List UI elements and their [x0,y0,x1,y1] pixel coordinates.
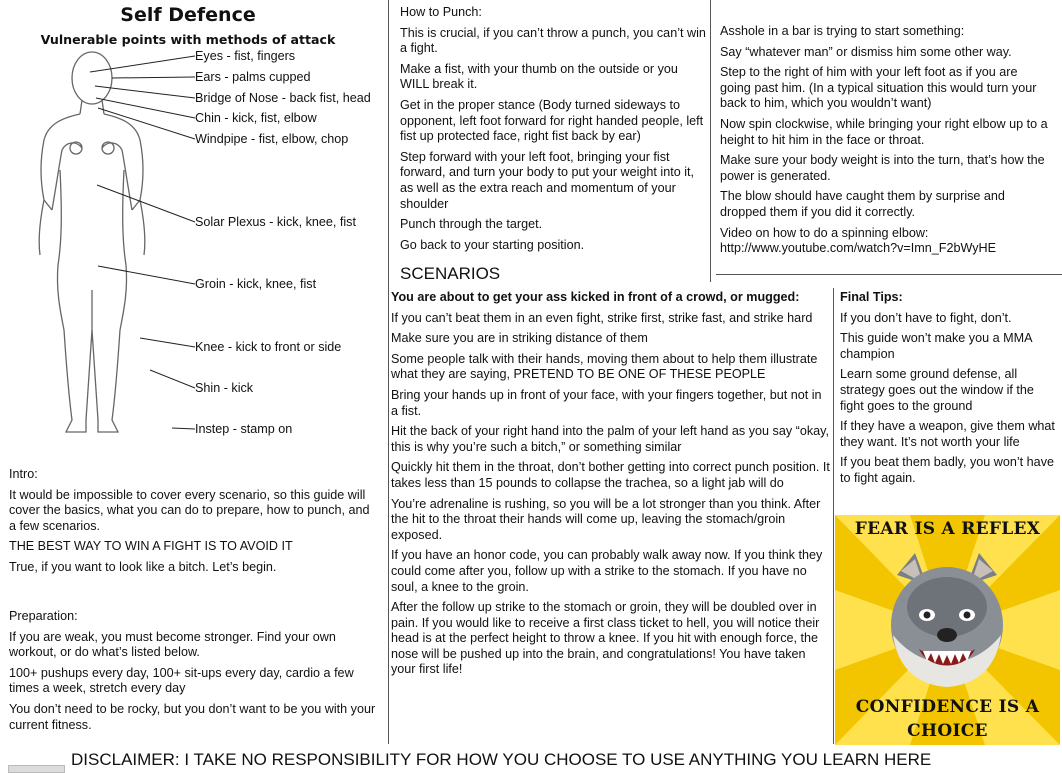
prep-paragraph: 100+ pushups every day, 100+ sit-ups every day, cardio a few times a week, stretch every day [9,665,354,696]
intro-section [9,467,377,581]
intro-heading: Intro: [9,467,38,481]
intro-paragraph: It would be impossible to cover every scenario, so this guide will cover the basics, what you can do to prepare, how to punch, and a few scenarios. [9,487,370,533]
bar-section [720,24,1050,262]
bar-paragraph: Video on how to do a spinning elbow: http://www.youtube.com/watch?v=Imn_F2bWyHE [720,225,997,256]
bar-paragraph: Step to the right of him with your left foot as if you are going past him. (In a typical situation this would turn your back to him, which you wouldn’t want) [720,65,1037,111]
meme-top-text: FEAR IS A REFLEX [854,519,1041,539]
label-windpipe: Windpipe - fist, elbow, chop [195,132,349,146]
tips-section [840,290,1055,492]
prep-paragraph: If you are weak, you must become stronger. Find your own workout, or do what’s listed below. [9,629,336,660]
scenario-paragraph: If you have an honor code, you can probably walk away now. If you think they could come after you, follow up with a strike to the stomach. If you have no soul, a knee to the groin. [391,548,823,594]
punch-paragraph: Make a fist, with your thumb on the outside or you WILL break it. [400,61,678,92]
page-subtitle: Vulnerable points with methods of attack [40,32,336,47]
scenarios-section [391,290,831,683]
label-eyes: Eyes - fist, fingers [195,49,296,63]
scenarios-subheading: You are about to get your ass kicked in front of a crowd, or mugged: [391,290,800,304]
wolf-head-icon [891,553,1003,687]
prep-paragraph: You don’t need to be rocky, but you don’t want to be you with your current fitness. [9,701,376,732]
bar-paragraph: Now spin clockwise, while bringing your right elbow up to a height to hit him in the face or throat. [720,116,1048,147]
label-nose: Bridge of Nose - back fist, head [195,91,371,105]
page-title: Self Defence [120,4,256,26]
meme-bottom-text: CONFIDENCE IS A CHOICE [855,697,1040,741]
tip-item: Learn some ground defense, all strategy goes out the window if the fight goes to the ground [840,367,1034,413]
divider-tips [833,288,834,744]
label-knee: Knee - kick to front or side [195,340,342,354]
tip-item: If you don’t have to fight, don’t. [840,310,1012,325]
tip-item: If you beat them badly, you won’t have to fight again. [840,455,1054,485]
punch-paragraph: Step forward with your left foot, bringing your fist forward, and turn your body to put your weight into it, as well as the extra reach and momentum of your shoulder [400,149,695,211]
divider-bar-section [716,274,1062,275]
scenario-paragraph: Quickly hit them in the throat, don’t bother getting into correct punch position. It takes less than 15 pounds to collapse the trachea, so a light jab will do [391,460,830,490]
bar-paragraph: The blow should have caught them by surprise and dropped them if you did it correctly. [720,189,1005,219]
courage-wolf-meme [835,515,1060,745]
punch-paragraph: Get in the proper stance (Body turned sideways to opponent, left foot forward for right handed people, left fist up protected face, right fist back by ear) [400,97,704,144]
label-ears: Ears - palms cupped [195,70,311,84]
bar-heading: Asshole in a bar is trying to start something: [720,24,965,38]
disclaimer: DISCLAIMER: I TAKE NO RESPONSIBILITY FOR HOW YOU CHOOSE TO USE ANYTHING YOU LEARN HERE [71,750,932,769]
label-shin: Shin - kick [195,381,254,395]
scenario-paragraph: After the follow up strike to the stomach or groin, they will be doubled over in pain. If you would like to receive a first class ticket to hell, you will notice their head is at the perfect height to throw a knee. If you hit with enough force, the nose will be pushed up into the brain, and congratulations! You have taken your first life! [391,600,820,677]
punch-paragraph: Punch through the target. [400,217,543,232]
label-chin: Chin - kick, fist, elbow [195,111,317,125]
tip-item: If they have a weapon, give them what they want. It’s not worth your life [840,419,1055,449]
label-instep: Instep - stamp on [195,422,293,436]
bar-paragraph: Make sure your body weight is into the turn, that’s how the power is generated. [720,153,1045,183]
punch-paragraph: This is crucial, if you can’t throw a punch, you can’t win a fight. [400,25,706,56]
punch-section [400,5,706,258]
prep-heading: Preparation: [9,609,78,623]
scenario-paragraph: Make sure you are in striking distance of them [391,331,648,346]
scenario-paragraph: Hit the back of your right hand into the palm of your left hand as you say “okay, this is why you’re such a bitch,” or something similar [391,424,829,454]
intro-paragraph: True, if you want to look like a bitch. Let’s begin. [9,559,277,574]
preparation-section [9,609,377,738]
tips-heading: Final Tips: [840,290,903,304]
scenario-paragraph: If you can’t beat them in an even fight, strike first, strike fast, and strike hard [391,310,813,325]
divider-top-middle [710,0,711,282]
label-solar-plexus: Solar Plexus - kick, knee, fist [195,215,356,229]
label-groin: Groin - kick, knee, fist [195,277,317,291]
scrollbar-thumb[interactable] [8,765,65,773]
tip-item: This guide won’t make you a MMA champion [840,331,1032,361]
scenario-paragraph: Some people talk with their hands, moving them about to help them illustrate what they are saying, PRETEND TO BE ONE OF THESE PEOPLE [391,351,818,382]
scenario-paragraph: Bring your hands up in front of your face, with your fingers together, but not in a fist. [391,387,822,418]
intro-paragraph: THE BEST WAY TO WIN A FIGHT IS TO AVOID IT [9,539,293,554]
scenario-paragraph: You’re adrenaline is rushing, so you will be a lot stronger than you think. After the hit to the throat their hands will come up, leaving the stomach/groin exposed. [391,496,821,542]
bar-paragraph: Say “whatever man” or dismiss him some other way. [720,44,1012,59]
punch-heading: How to Punch: [400,5,482,19]
divider-left [388,0,389,744]
human-figure-outline [39,52,145,432]
punch-paragraph: Go back to your starting position. [400,237,585,252]
scenarios-heading: SCENARIOS [400,264,501,283]
